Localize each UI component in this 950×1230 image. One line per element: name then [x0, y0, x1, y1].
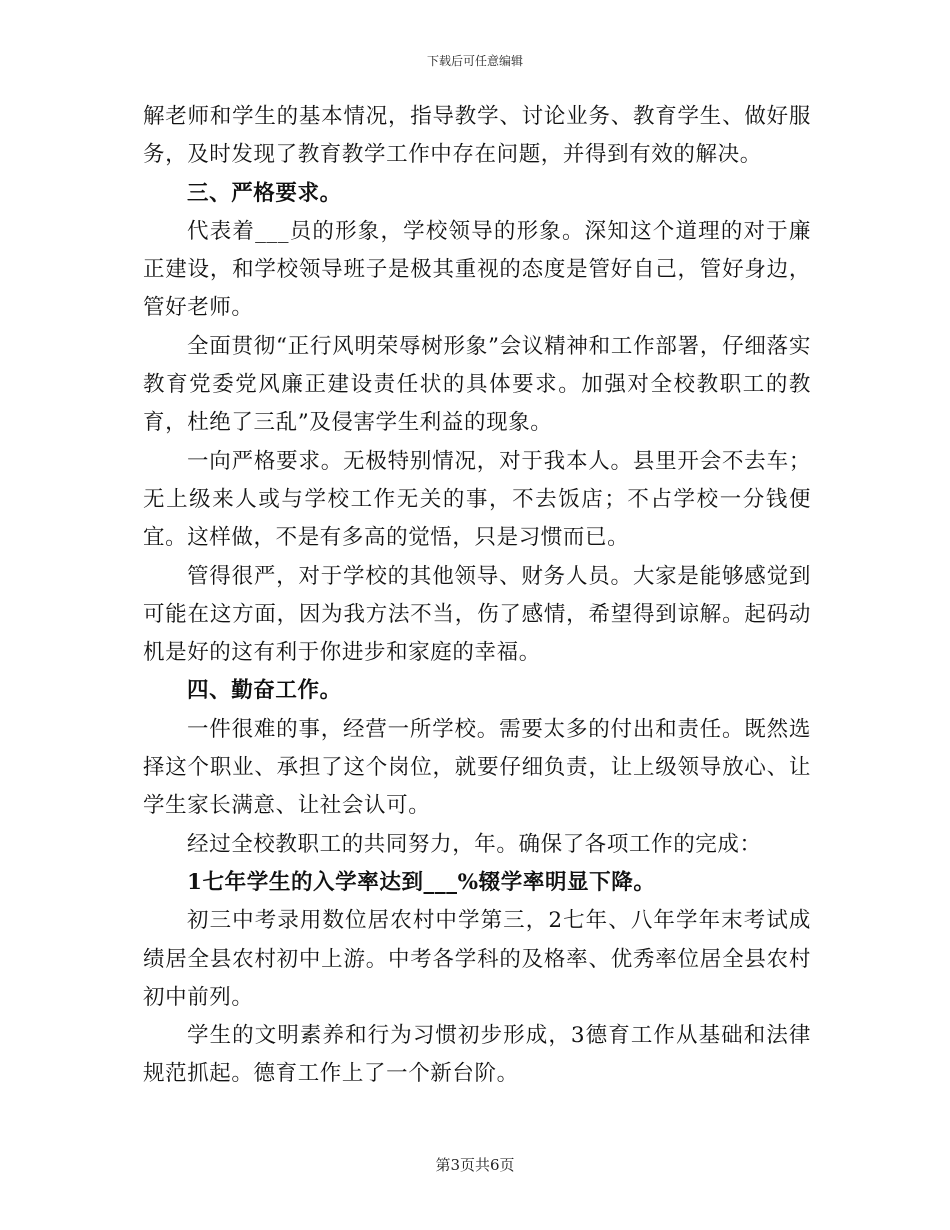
- paragraph-1: 解老师和学生的基本情况，指导教学、讨论业务、教育学生、做好服务，及时发现了教育教学工作中存在问题，并得到有效的解决。: [143, 104, 811, 168]
- paragraph-4: 一向严格要求。无极特别情况，对于我本人。县里开会不去车；无上级来人或与学校工作无关的事，不去饭店；不占学校一分钱便宜。这样做，不是有多高的觉悟，只是习惯而已。: [143, 448, 811, 551]
- document-body: [143, 98, 811, 1094]
- paragraph-7: 经过全校教职工的共同努力，年。确保了各项工作的完成：: [187, 831, 762, 857]
- section-heading-4: 四、勤奋工作。: [187, 678, 342, 704]
- page-footer: 第3页共6页: [435, 1156, 515, 1174]
- paragraph-9: 学生的文明素养和行为习惯初步形成，3德育工作从基础和法律规范抓起。德育工作上了一个新台阶。: [143, 1023, 811, 1087]
- section-heading-3: 三、严格要求。: [187, 180, 342, 206]
- paragraph-5: 管得很严，对于学校的其他领导、财务人员。大家是能够感觉到可能在这方面，因为我方法不当，伤了感情，希望得到谅解。起码动机是好的这有利于你进步和家庭的幸福。: [143, 563, 811, 666]
- list-item-1: 1七年学生的入学率达到___%辍学率明显下降。: [187, 869, 656, 895]
- paragraph-6: 一件很难的事，经营一所学校。需要太多的付出和责任。既然选择这个职业、承担了这个岗位，就要仔细负责，让上级领导放心、让学生家长满意、让社会认可。: [143, 716, 811, 819]
- paragraph-2: 代表着___员的形象，学校领导的形象。深知这个道理的对于廉正建设，和学校领导班子是极其重视的态度是管好自己，管好身边，管好老师。: [143, 218, 811, 321]
- paragraph-8: 初三中考录用数位居农村中学第三，2七年、八年学年末考试成绩居全县农村初中上游。中考各学科的及格率、优秀率位居全县农村初中前列。: [143, 908, 811, 1010]
- page-header: 下载后可任意编辑: [426, 54, 523, 68]
- paragraph-3: 全面贯彻“正行风明荣辱树形象”会议精神和工作部署，仔细落实教育党委党风廉正建设责任状的具体要求。加强对全校教职工的教育，杜绝了三乱”及侵害学生利益的现象。: [143, 333, 811, 436]
